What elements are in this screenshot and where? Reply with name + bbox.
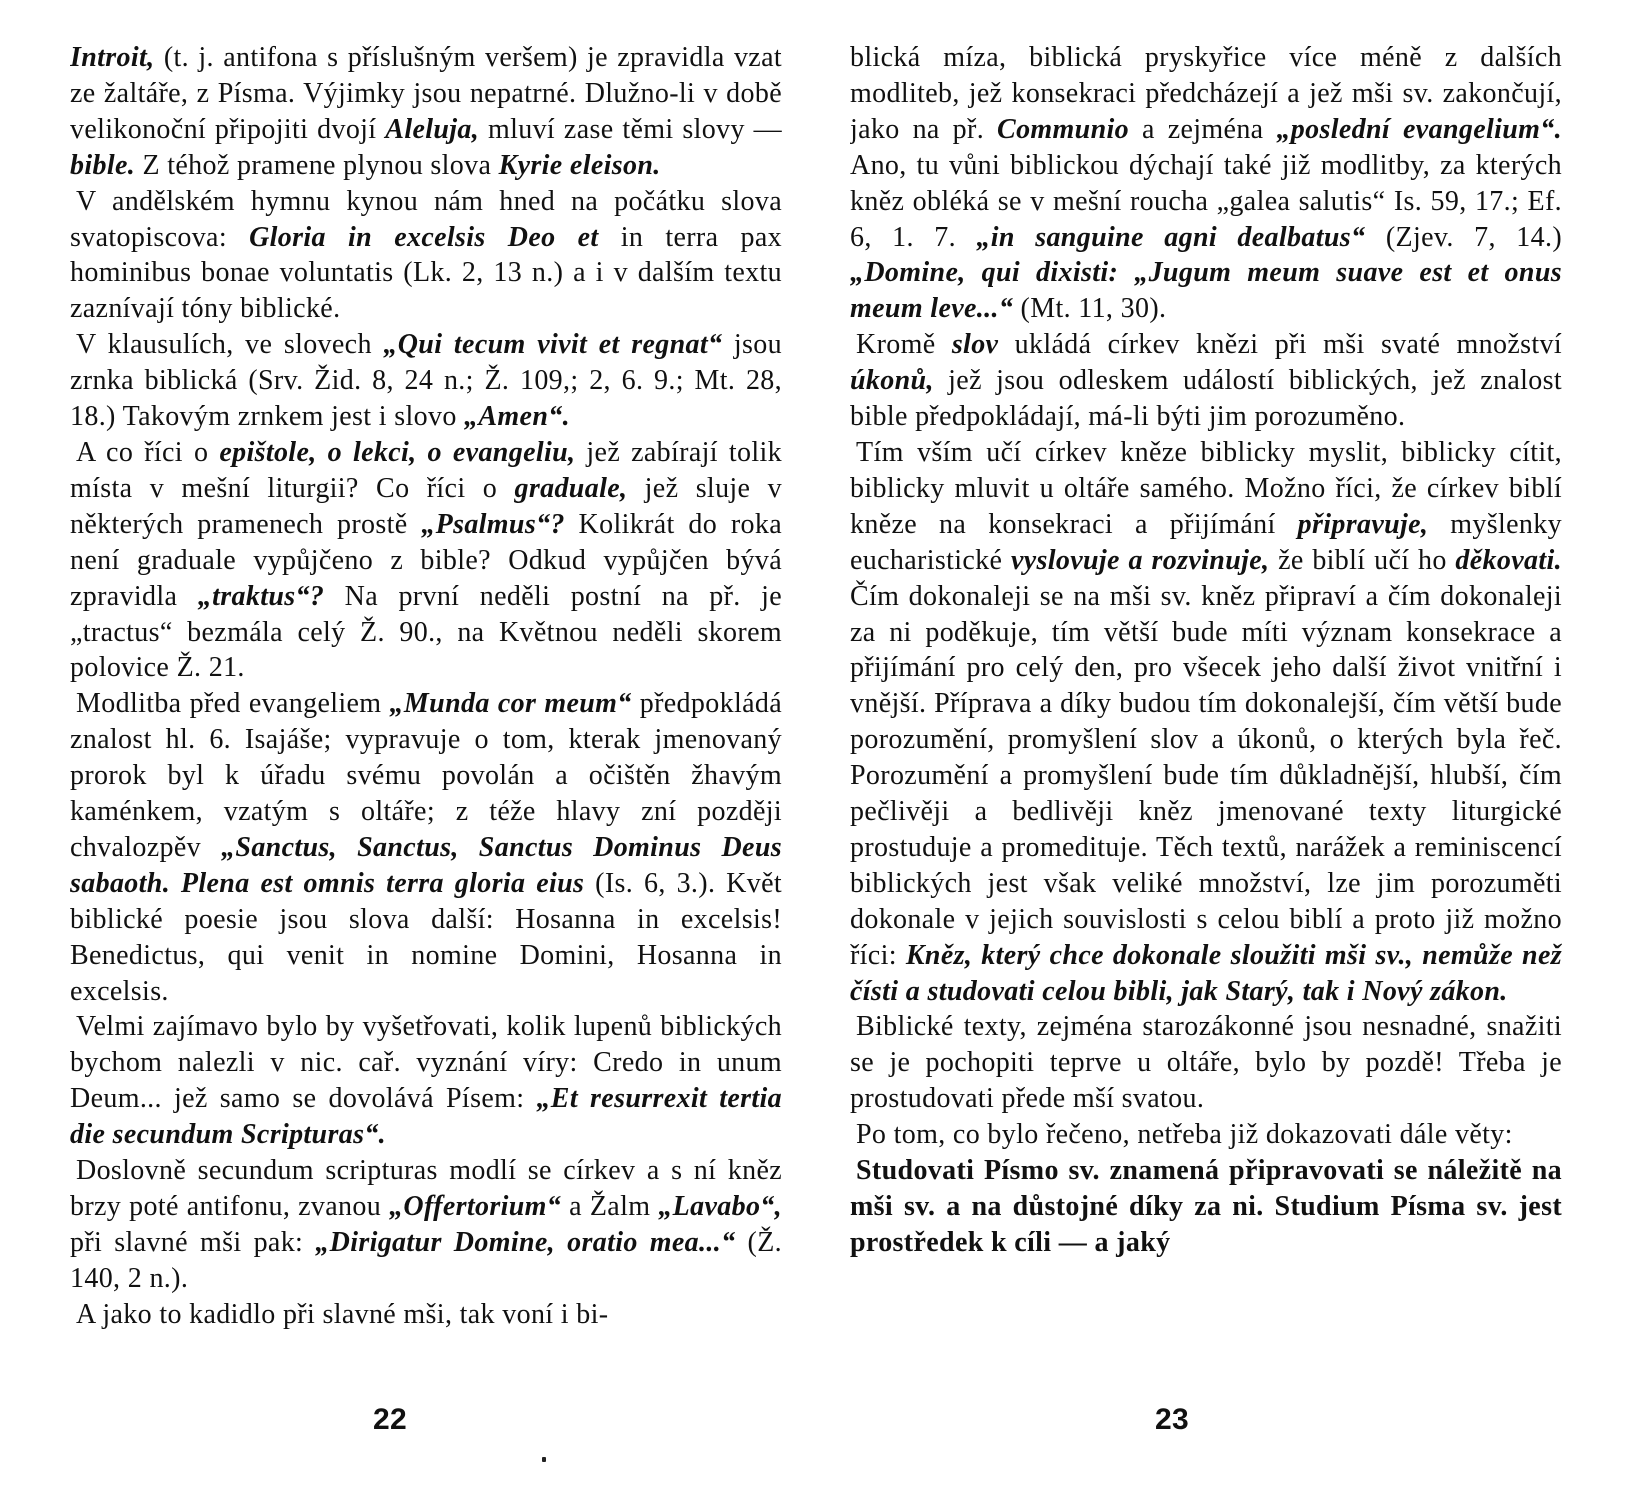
text-run: Tím vším učí církev kněze biblicky myslit, biblicky cítit, biblicky mluvit u oltáře samého. Možno říci, že církev biblí kněze na konsekraci a přijímání: [850, 436, 1562, 540]
text-run: „Qui tecum vivit et regnat“: [383, 329, 723, 361]
paragraph: [850, 435, 1562, 1010]
text-run: (Zjev. 7, 14.): [1365, 221, 1562, 253]
paragraph: [850, 40, 1562, 327]
text-run: „poslední evangelium“.: [1276, 113, 1562, 145]
left-page-text: [70, 40, 782, 1350]
text-run: Po tom, co bylo řečeno, netřeba již dokazovati dále věty:: [856, 1119, 1513, 1151]
text-run: Gloria in excelsis Deo et: [249, 221, 599, 253]
text-run: „Amen“.: [464, 401, 570, 433]
text-run: mluví zase těmi slovy —: [479, 113, 782, 145]
text-run: in terra pax hominibus bonae voluntatis (Lk. 2, 13 n.) a i v dalším textu zaznívají tóny biblické.: [70, 221, 782, 325]
text-run: bible.: [70, 149, 136, 181]
text-run: myšlenky eucharistické: [850, 508, 1562, 576]
text-run: Introit,: [70, 42, 155, 73]
text-run: „in sanguine agni dealbatus“: [976, 221, 1366, 253]
page-number-right: 23: [1154, 1403, 1190, 1436]
text-run: Kyrie eleison.: [498, 149, 661, 181]
text-run: „Et resurrexit tertia die secundum Scripturas“.: [70, 1083, 782, 1151]
text-run: jež sluje v některých pramenech prostě: [70, 472, 782, 540]
text-run: epištole, o lekci, o evangeliu,: [219, 436, 576, 468]
text-run: A co říci o: [76, 436, 220, 468]
text-run: Kolikrát do roka není graduale vypůjčeno z bible? Odkud vypůjčen bývá zpravidla: [70, 508, 782, 612]
paragraph: [850, 1117, 1562, 1153]
text-run: ukládá církev knězi při mši svaté množství: [998, 329, 1562, 361]
text-run: (Is. 6, 3.). Květ biblické poesie jsou slova další: Hosanna in excelsis! Benedictus, qui venit in nomine Domini, Hosanna in excelsis.: [70, 867, 782, 1007]
text-run: Kněz, který chce dokonale sloužiti mši sv., nemůže než čísti a studovati celou bibli, jak Starý, tak i Nový zákon.: [850, 939, 1562, 1007]
text-run: předpokládá znalost hl. 6. Isajáše; vypravuje o tom, kterak jmenovaný prorok byl k úřadu svému povolán a očištěn žhavým kaménkem, vzatým s oltáře; z téže hlavy zní později chvalozpěv: [70, 688, 782, 863]
text-run: a Žalm: [561, 1191, 659, 1222]
text-run: Kromě: [856, 329, 952, 361]
paragraph: [850, 1153, 1562, 1261]
text-run: že biblí učí ho: [1269, 544, 1456, 576]
text-run: V klausulích, ve slovech: [76, 329, 384, 361]
right-page: [850, 40, 1562, 1436]
paragraph: [70, 40, 782, 184]
text-run: úkonů,: [850, 365, 934, 397]
text-run: A jako to kadidlo při slavné mši, tak voní i bi-: [76, 1298, 609, 1330]
text-run: „Offertorium“: [389, 1191, 562, 1222]
text-run: jsou zrnka biblická (Srv. Žid. 8, 24 n.; Ž. 109,; 2, 6. 9.; Mt. 28, 18.) Takovým zrnkem jest i slovo: [70, 329, 782, 433]
text-run: Aleluja,: [385, 113, 480, 145]
text-run: Z téhož pramene plynou slova: [135, 149, 499, 181]
paragraph: [70, 1153, 782, 1297]
text-run: jež jsou odleskem událostí biblických, jež znalost bible předpokládají, má-li býti jim porozuměno.: [850, 365, 1562, 433]
page-number-left: 22: [372, 1403, 408, 1436]
text-run: slov: [951, 329, 999, 361]
text-run: „Domine, qui dixisti: „Jugum meum suave est et onus meum leve...“: [850, 257, 1562, 325]
text-run: jež zabírají tolik místa v mešní liturgii? Co říci o: [70, 436, 782, 504]
text-run: Studovati Písmo sv. znamená připravovati se náležitě na mši sv. a na důstojné díky za ni. Studium Písma sv. jest prostředek k cíli — a jaký: [850, 1155, 1562, 1258]
text-run: blická míza, biblická pryskyřice více méně z dalších modliteb, jež konsekraci předcházejí a jež mši sv. zakončují, jako na př.: [850, 42, 1562, 145]
paragraph: [70, 327, 782, 435]
text-run: „Lavabo“,: [658, 1191, 782, 1222]
text-run: (Ž. 140, 2 n.).: [70, 1226, 782, 1294]
text-run: Na první neděli postní na př. je „tractus“ bezmála celý Ž. 90., na Květnou neděli skorem polovice Ž. 21.: [70, 580, 782, 684]
text-run: Biblické texty, zejména starozákonné jsou nesnadné, snažiti se je pochopiti teprve u oltáře, bylo by pozdě! Třeba je prostudovati přede mší svatou.: [850, 1011, 1562, 1115]
text-run: Modlitba před evangeliem: [76, 688, 390, 720]
text-run: vyslovuje a rozvinuje,: [1010, 544, 1270, 576]
text-run: Communio: [997, 113, 1130, 145]
paragraph: [70, 435, 782, 686]
text-run: (Mt. 11, 30).: [1013, 293, 1167, 325]
text-run: a zejména: [1129, 113, 1277, 145]
text-run: Čím dokonaleji se na mši sv. kněz připraví a čím dokonaleji za ni poděkuje, tím větší bude míti význam konsekrace a přijímání pro celý den, pro všecek jeho další život vnitřní i vnější. Příprava a díky budou tím dokonalejší, čím větší bude porozumění, promyšlení slov a úkonů, o kterých byla řeč. Porozumění a promyšlení bude tím důkladnější, hlubší, čím pečlivěji a bedlivěji kněz jmenované texty liturgické prostuduje a promedituje. Těch textů, narážek a reminiscencí biblických jest však veliké množství, lze jim porozuměti dokonale v jejich souvislosti s celou biblí a proto již možno říci:: [850, 580, 1562, 971]
text-run: (t. j. antifona s příslušným veršem) je zpravidla vzat ze žaltáře, z Písma. Výjimky jsou nepatrné. Dlužno-li v době velikonoční připojiti dvojí: [70, 42, 782, 145]
text-run: „Munda cor meum“: [389, 688, 632, 720]
text-run: Velmi zajímavo bylo by vyšetřovati, kolik lupenů biblických bychom nalezli v nic. cař. vyznání víry: Credo in unum Deum... jež samo se dovolává Písem:: [70, 1011, 782, 1115]
paragraph: [850, 327, 1562, 435]
paragraph: [70, 686, 782, 1009]
text-run: „Dirigatur Domine, oratio mea...“: [315, 1226, 736, 1258]
text-run: „Sanctus, Sanctus, Sanctus Dominus Deus sabaoth. Plena est omnis terra gloria eius: [70, 831, 782, 899]
text-run: Ano, tu vůni biblickou dýchají také již modlitby, za kterých kněz obléká se v mešní roucha „galea salutis“ Is. 59, 17.; Ef. 6, 1. 7.: [850, 149, 1562, 253]
text-run: připravuje,: [1297, 508, 1429, 540]
text-run: děkovati.: [1455, 544, 1562, 576]
right-page-text: [850, 40, 1562, 1350]
text-run: při slavné mši pak:: [70, 1226, 316, 1258]
text-run: graduale,: [514, 472, 628, 504]
paragraph: [70, 184, 782, 328]
text-run: „Psalmus“?: [421, 508, 565, 540]
text-run: V andělském hymnu kynou nám hned na počátku slova svatopiscova:: [70, 185, 782, 253]
text-run: Doslovně secundum scripturas modlí se církev a s ní kněz brzy poté antifonu, zvanou: [70, 1155, 782, 1222]
print-speck: [542, 1457, 546, 1462]
paragraph: [850, 1009, 1562, 1117]
paragraph: [70, 1297, 782, 1333]
left-page: [70, 40, 782, 1436]
text-run: „traktus“?: [197, 580, 325, 612]
paragraph: [70, 1009, 782, 1153]
